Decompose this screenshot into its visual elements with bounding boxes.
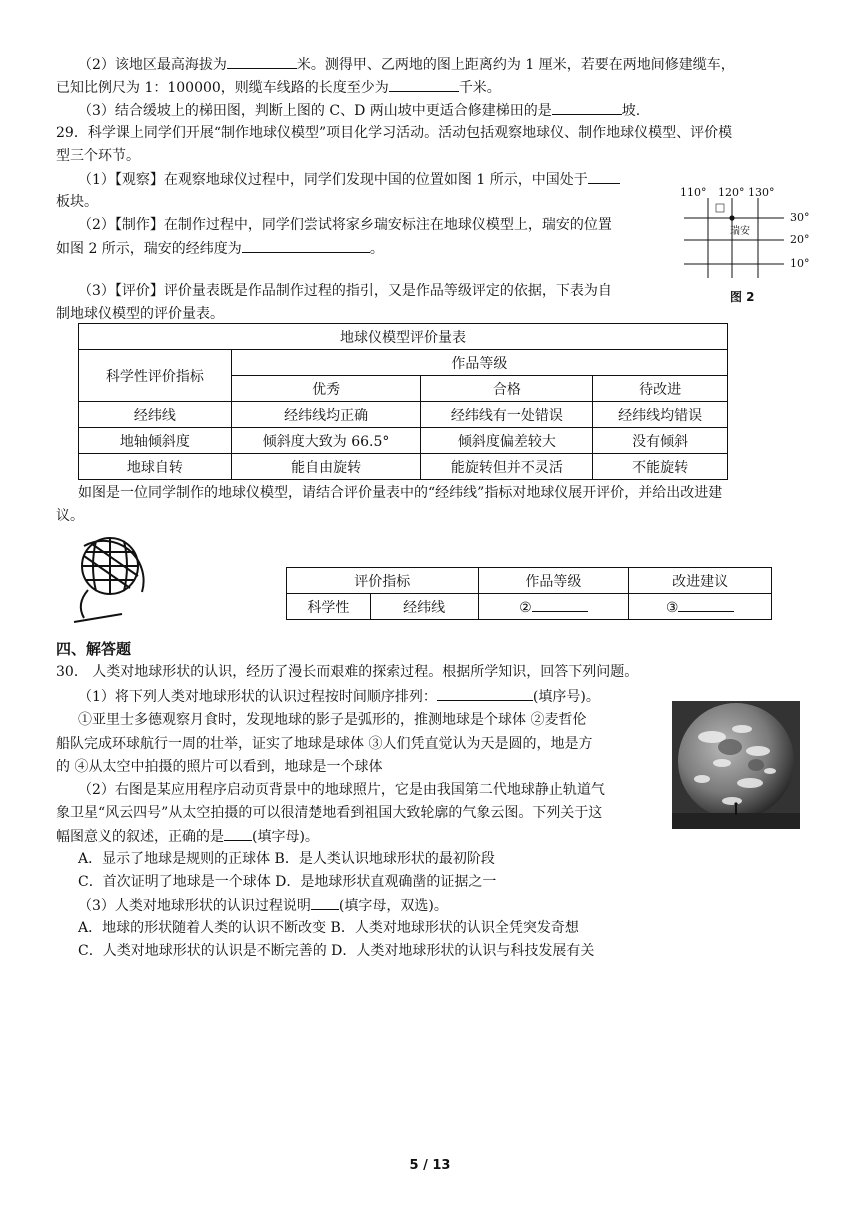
lat-label-20: 20° [790,233,810,246]
q30-part2-line2: 象卫星“风云四号”从太空拍摄的可以很清楚地看到祖国大致轮廓的气象云图。下列关于这 [56,805,603,821]
answer-blank[interactable] [227,55,297,69]
q30-part3-options-c: C．人类对地球形状的认识是不断完善的 D．人类对地球形状的认识与科技发展有关 [78,943,595,959]
earth-photo [672,701,800,829]
q29-part3-line1: （3）【评价】评价量表既是作品制作过程的指引，又是作品等级评定的依据，下表为自 [78,283,612,299]
lat-label-10: 10° [790,257,810,270]
q30-part2-options-c: C．首次证明了地球是一个球体 D．是地球形状直观确凿的证据之一 [78,874,497,890]
answer-blank[interactable] [242,239,370,253]
q29-intro-line2: 型三个环节。 [56,148,140,164]
table-row: 地轴倾斜度 倾斜度大致为 66.5° 倾斜度偏差较大 没有倾斜 [79,428,728,454]
lon-label-110: 110° [680,186,707,199]
q29-intro-line1: 29．科学课上同学们开展“制作地球仪模型”项目化学习活动。活动包括观察地球仪、制作地球仪模型、评价模 [56,125,733,141]
figure-2-lat-lon-grid [680,184,820,304]
grade-header: 作品等级 [231,350,727,376]
q29-part1-line2: 板块。 [56,194,98,210]
q29-after-line1: 如图是一位同学制作的地球仪模型，请结合评价量表中的“经纬线”指标对地球仪展开评价，并给出改进建 [78,485,723,501]
eval-indicator: 经纬线 [370,594,478,620]
q30-part3-options-a: A．地球的形状随着人类的认识不断改变 B．人类对地球形状的认识全凭突发奇想 [78,920,579,936]
ruian-point [729,215,734,220]
q30-part2-line3: 幅图意义的叙述，正确的是 (填字母)。 [56,829,319,845]
eval-category: 科学性 [287,594,371,620]
ruian-label: 瑞安 [730,226,750,237]
lon-label-130: 130° [748,186,775,199]
globe-model-icon [64,530,154,630]
figure-2-caption: 图 2 [730,290,755,304]
q30-part2-line1: （2）右图是某应用程序启动页背景中的地球照片，它是由我国第二代地球静止轨道气 [78,782,605,798]
q30-intro: 30． 人类对地球形状的认识，经历了漫长而艰难的探索过程。根据所学知识，回答下列问题。 [56,664,639,680]
table-row: 经纬线 经纬线均正确 经纬线有一处错误 经纬线均错误 [79,402,728,428]
q30-part1: （1）将下列人类对地球形状的认识过程按时间顺序排列： (填序号)。 [78,689,600,705]
q28-part2-line2: 已知比例尺为 1：100000，则缆车线路的长度至少为 千米。 [56,80,501,96]
q30-part2-options-a: A．显示了地球是规则的正球体 B．是人类认识地球形状的最初阶段 [78,851,495,867]
eval-grade-header: 作品等级 [478,568,629,594]
answer-blank[interactable] [389,78,459,92]
answer-blank[interactable] [437,687,533,701]
answer-blank[interactable] [311,896,339,910]
q29-after-line2: 议。 [56,508,84,524]
eval-indicator-header: 评价指标 [287,568,479,594]
q30-part3: （3）人类对地球形状的认识过程说明 (填字母，双选)。 [78,898,448,914]
lon-label-120: 120° [718,186,745,199]
table-row: 地球自转 能自由旋转 能旋转但并不灵活 不能旋转 [79,454,728,480]
indicator-header: 科学性评价指标 [79,350,232,402]
answer-blank[interactable] [224,827,252,841]
q28-part2-line1: （2）该地区最高海拔为 米。测得甲、乙两地的图上距离约为 1 厘米，若要在两地间修建缆车， [78,57,735,73]
q28-part3: （3）结合缓坡上的梯田图，判断上图的 C、D 两山坡中更适合修建梯田的是 坡. [78,103,641,119]
evaluation-answer-table [286,567,772,620]
q29-part2-line2: 如图 2 所示，瑞安的经纬度为 。 [56,241,384,257]
page-number: 5 / 13 [409,1158,451,1173]
eval-grade-answer[interactable]: ② [478,594,629,620]
lat-label-30: 30° [790,211,810,224]
q30-option-line2: 船队完成环球航行一周的壮举，证实了地球是球体 ③人们凭直觉认为天是圆的，地是方 [56,736,593,752]
grade-improve: 待改进 [593,376,728,402]
eval-suggestion-header: 改进建议 [629,568,772,594]
answer-blank[interactable] [552,101,622,115]
answer-blank[interactable] [588,170,620,184]
q30-option-line3: 的 ④从太空中拍摄的照片可以看到，地球是一个球体 [56,759,383,775]
grade-pass: 合格 [421,376,593,402]
q30-option-line1: ①亚里士多德观察月食时，发现地球的影子是弧形的，推测地球是个球体 ②麦哲伦 [78,712,587,728]
q29-part2-line1: （2）【制作】在制作过程中，同学们尝试将家乡瑞安标注在地球仪模型上，瑞安的位置 [78,217,612,233]
q29-part3-line2: 制地球仪模型的评价量表。 [56,306,224,322]
evaluation-scale-table [78,323,728,480]
grade-excellent: 优秀 [231,376,421,402]
section-heading: 四、解答题 [56,640,132,658]
eval-suggestion-answer[interactable]: ③ [629,594,772,620]
earth-image [672,701,800,829]
table-title: 地球仪模型评价量表 [79,324,728,350]
q29-part1-line1: （1）【观察】在观察地球仪过程中，同学们发现中国的位置如图 1 所示，中国处于 [78,170,620,189]
